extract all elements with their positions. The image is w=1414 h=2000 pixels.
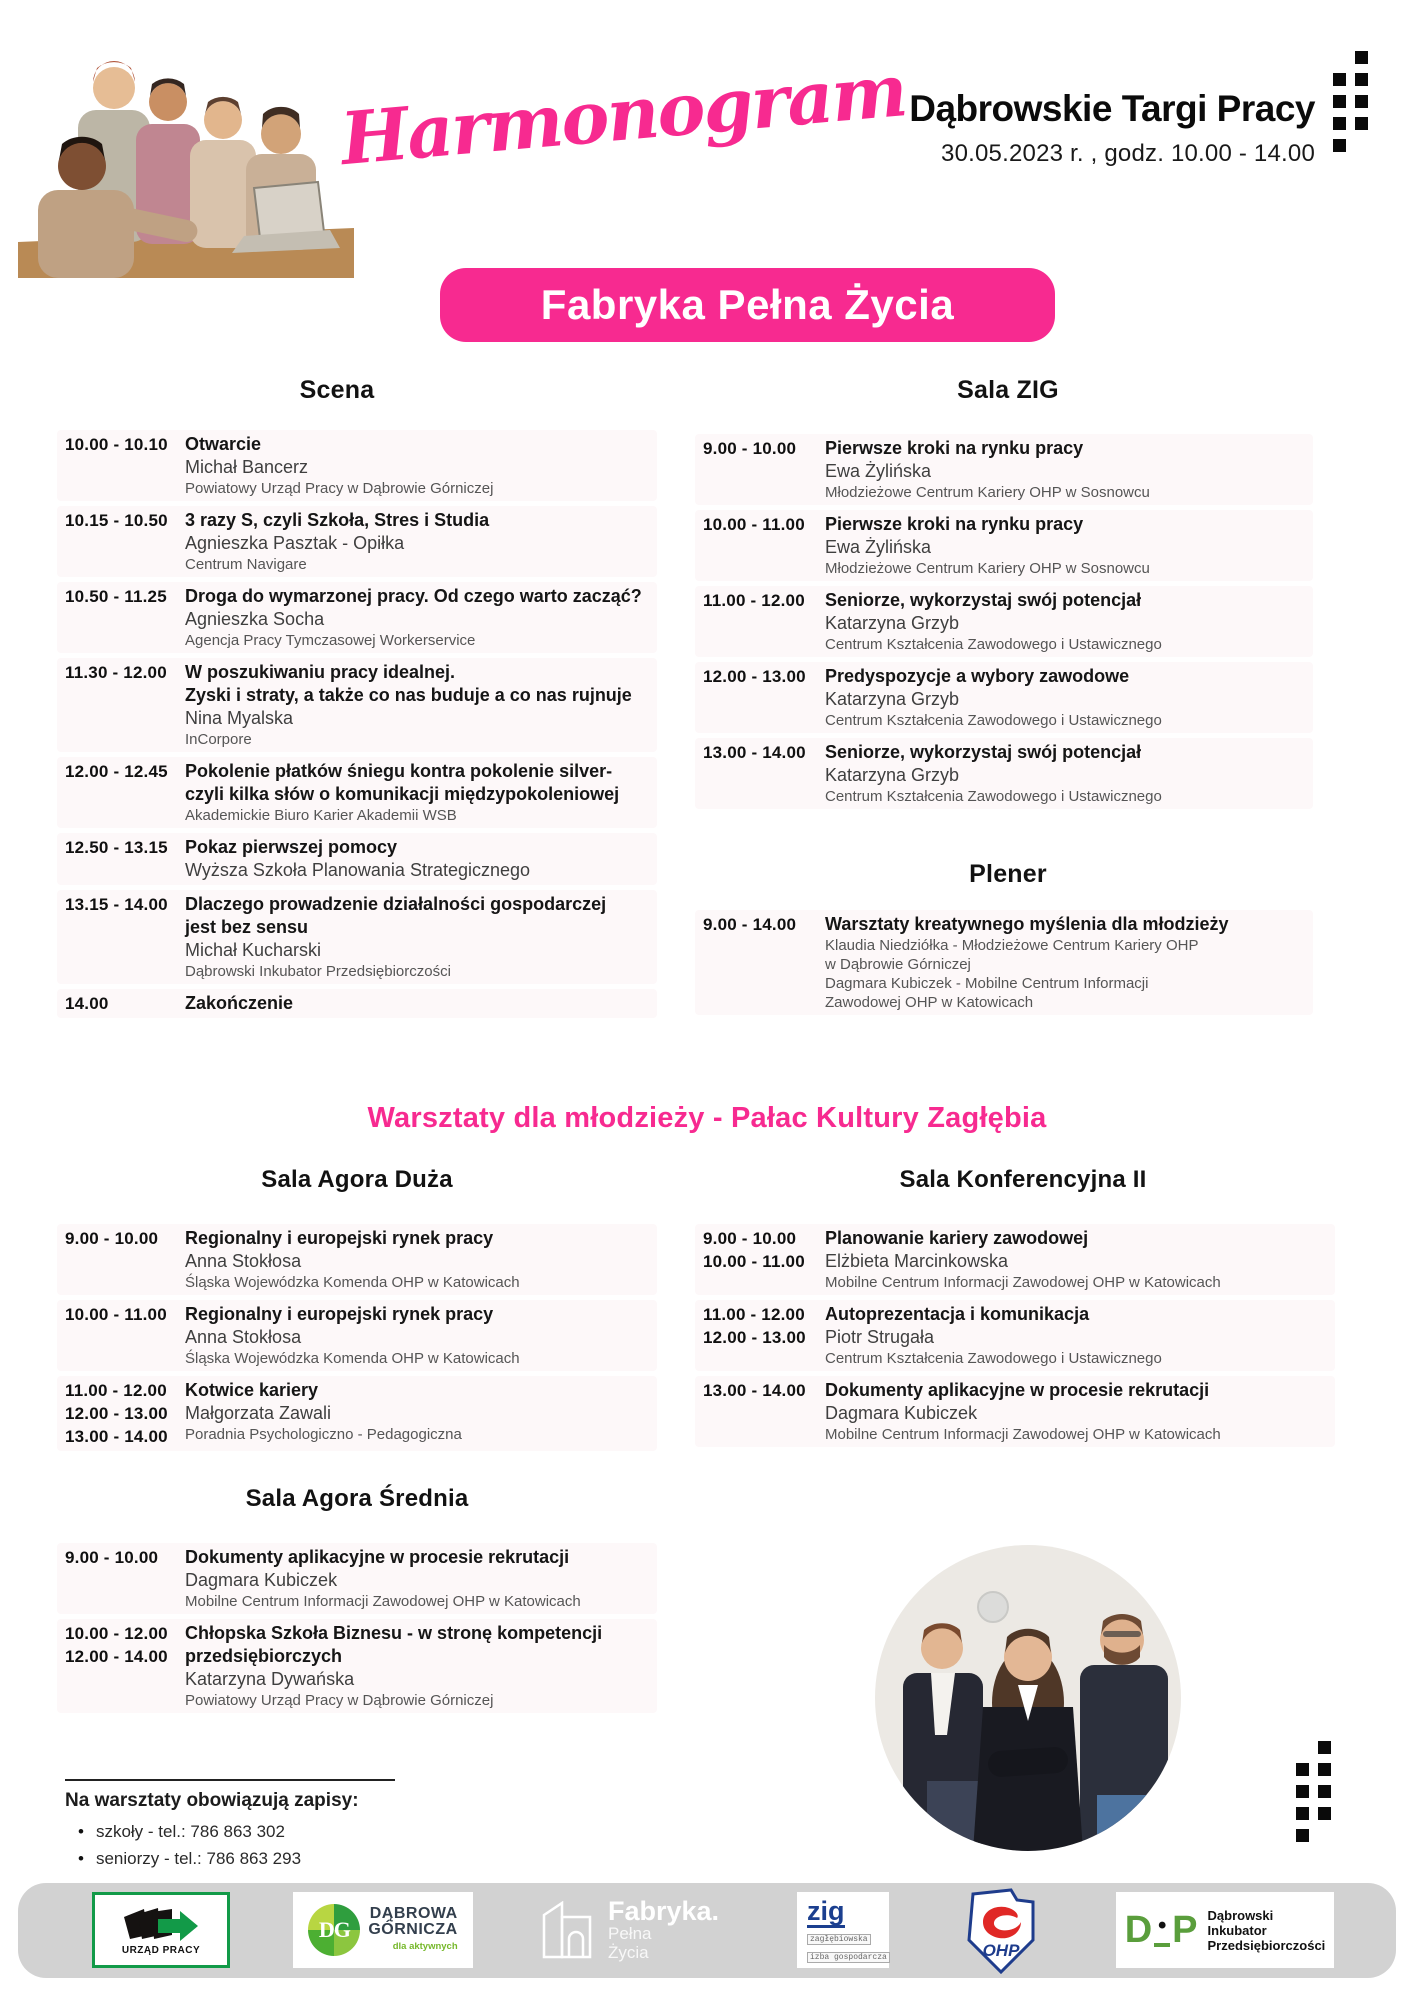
time-slot [703, 1379, 825, 1444]
speaker-name: Nina Myalska [185, 708, 294, 728]
section-title-scena: Scena [299, 376, 375, 404]
schedule-agora-duza [57, 1224, 657, 1456]
note-divider [65, 1779, 395, 1781]
time-slot [65, 585, 185, 650]
schedule-agora-srednia [57, 1543, 657, 1718]
dots-pattern-bottom-icon [1296, 1741, 1331, 1842]
speaker-name: Katarzyna Grzyb [825, 613, 960, 633]
business-team-illustration [875, 1545, 1181, 1851]
speaker-name: Ewa Żylińska [825, 537, 932, 557]
organization-name: Centrum Kształcenia Zawodowego i Ustawicznego [825, 636, 1162, 653]
time-text: 11.00 - 12.00 [703, 1305, 805, 1324]
fabryka-sub-line2: Życia [608, 1943, 649, 1962]
schedule-row [57, 890, 657, 984]
dip-letter-d: D [1124, 1909, 1153, 1951]
event-details [825, 741, 1305, 806]
event-title-line: Dokumenty aplikacyjne w procesie rekrutacji [825, 1380, 1210, 1400]
note-item-schools: • szkoły - tel.: 786 863 302 [78, 1818, 301, 1845]
speaker-name: Dagmara Kubiczek [185, 1570, 338, 1590]
organization-name: Centrum Kształcenia Zawodowego i Ustawicznego [825, 712, 1162, 729]
time-slot [703, 437, 825, 502]
organization-name: Mobilne Centrum Informacji Zawodowej OHP w Katowicach [825, 1426, 1221, 1443]
script-title: Harmonogram [337, 47, 909, 182]
dg-city-line1: DĄBROWA [369, 1904, 458, 1922]
time-slot [65, 992, 185, 1015]
event-header [803, 88, 1315, 168]
event-title-line: Planowanie kariery zawodowej [825, 1228, 1089, 1248]
time-slot [65, 893, 185, 981]
dip-line2: Inkubator [1207, 1922, 1267, 1938]
organization-name: Mobilne Centrum Informacji Zawodowej OHP w Katowicach [185, 1593, 581, 1610]
time-text: 10.00 - 11.00 [65, 1305, 167, 1324]
zig-wordmark: zig [807, 1896, 845, 1926]
dip-underscore [1154, 1943, 1170, 1947]
organization-name: Powiatowy Urząd Pracy w Dąbrowie Górniczej [185, 480, 494, 497]
organization-name: Młodzieżowe Centrum Kariery OHP w Sosnowcu [825, 560, 1150, 577]
note-list [78, 1818, 301, 1872]
event-details [185, 585, 649, 650]
organization-name: Dagmara Kubiczek - Mobilne Centrum Informacji [825, 975, 1149, 992]
schedule-row [57, 1619, 657, 1713]
time-text: 12.00 - 13.00 [703, 667, 806, 686]
event-details [825, 913, 1305, 1012]
time-text: 12.00 - 13.00 [703, 1328, 806, 1347]
dip-dot: • [1157, 1912, 1167, 1939]
schedule-row [695, 510, 1313, 581]
zig-logo [797, 1892, 889, 1968]
speaker-name: Wyższa Szkoła Planowania Strategicznego [185, 860, 531, 880]
dip-line3: Przedsiębiorczości [1207, 1937, 1326, 1953]
event-details [185, 1622, 649, 1710]
event-details [185, 760, 649, 825]
time-slot [65, 836, 185, 882]
time-slot [65, 433, 185, 498]
event-details [185, 661, 649, 749]
time-text: 10.00 - 12.00 [65, 1624, 168, 1643]
time-slot [703, 1227, 825, 1292]
organization-name: Powiatowy Urząd Pracy w Dąbrowie Górniczej [185, 1692, 494, 1709]
time-slot [703, 741, 825, 806]
schedule-row [695, 910, 1313, 1015]
schedule-row [57, 833, 657, 885]
time-slot [65, 1303, 185, 1368]
event-details [825, 665, 1305, 730]
dip-letter-p: P [1172, 1909, 1198, 1951]
event-details [825, 513, 1305, 578]
time-slot [703, 665, 825, 730]
speaker-name: Katarzyna Dywańska [185, 1669, 355, 1689]
schedule-row [57, 430, 657, 501]
organization-name: Poradnia Psychologiczno - Pedagogiczna [185, 1426, 462, 1443]
ohp-logo [963, 1888, 1039, 1974]
time-slot [703, 1303, 825, 1368]
event-title-line: Zyski i straty, a także co nas buduje a co nas rujnuje [185, 685, 632, 705]
organization-name: Młodzieżowe Centrum Kariery OHP w Sosnowcu [825, 484, 1150, 501]
time-text: 11.00 - 12.00 [65, 1381, 167, 1400]
ohp-shield-icon [963, 1888, 1039, 1974]
organization-name: Mobilne Centrum Informacji Zawodowej OHP w Katowicach [825, 1274, 1221, 1291]
event-details [825, 1303, 1327, 1368]
schedule-row [695, 586, 1313, 657]
dabrowa-gornicza-logo [293, 1892, 473, 1968]
time-text: 10.00 - 11.00 [703, 1252, 805, 1271]
dg-city-line2: GÓRNICZA [368, 1920, 458, 1938]
time-text: 9.00 - 10.00 [703, 1229, 797, 1248]
team-photo [18, 36, 354, 278]
dip-monogram [1125, 1911, 1198, 1949]
organization-name: Centrum Navigare [185, 556, 307, 573]
speaker-name: Agnieszka Pasztak - Opiłka [185, 533, 405, 553]
time-slot [65, 1227, 185, 1292]
organization-name: w Dąbrowie Górniczej [825, 956, 971, 973]
schedule-plener [695, 910, 1313, 1020]
time-text: 9.00 - 10.00 [65, 1229, 159, 1248]
schedule-row [695, 662, 1313, 733]
schedule-row [695, 738, 1313, 809]
speaker-name: Dagmara Kubiczek [825, 1403, 978, 1423]
urzad-pracy-label: URZĄD PRACY [121, 1944, 201, 1956]
schedule-row [695, 1300, 1335, 1371]
event-title-line: Warsztaty kreatywnego myślenia dla młodzieży [825, 914, 1229, 934]
organization-name: Centrum Kształcenia Zawodowego i Ustawicznego [825, 788, 1162, 805]
event-title-line: Chłopska Szkoła Biznesu - w stronę kompetencji [185, 1623, 603, 1643]
event-title-line: Zakończenie [185, 993, 294, 1013]
time-text: 14.00 [65, 994, 109, 1013]
schedule-row [695, 1376, 1335, 1447]
schedule-row [57, 1543, 657, 1614]
speaker-name: Małgorzata Zawali [185, 1403, 332, 1423]
time-slot [703, 513, 825, 578]
event-details [825, 1379, 1327, 1444]
section-title-konferencyjna: Sala Konferencyjna II [899, 1166, 1147, 1193]
schedule-row [57, 1376, 657, 1451]
event-title-line: Kotwice kariery [185, 1380, 319, 1400]
event-details [185, 836, 649, 882]
time-slot [65, 509, 185, 574]
event-details [185, 1546, 649, 1611]
dg-tagline: dla aktywnych [392, 1940, 458, 1952]
schedule-row [57, 506, 657, 577]
urzad-pracy-arrows-icon [122, 1905, 200, 1947]
schedule-sala-zig [695, 434, 1313, 814]
event-title-line: Dlaczego prowadzenie działalności gospodarczej [185, 894, 607, 914]
event-title: Dąbrowskie Targi Pracy [909, 88, 1315, 129]
section-title-plener: Plener [969, 860, 1047, 888]
workshops-section-title: Warsztaty dla młodzieży - Pałac Kultury Zagłębia [367, 1102, 1047, 1134]
speaker-name: Anna Stokłosa [185, 1327, 302, 1347]
schedule-row [57, 582, 657, 653]
venue-banner: Fabryka Pełna Życia [440, 268, 1055, 342]
time-text: 10.00 - 10.10 [65, 435, 168, 454]
section-title-sala-zig: Sala ZIG [957, 376, 1059, 404]
time-slot [65, 1379, 185, 1448]
event-details [185, 893, 649, 981]
event-datetime: 30.05.2023 r. , godz. 10.00 - 14.00 [941, 140, 1315, 167]
event-details [185, 1303, 649, 1368]
fabryka-building-icon [542, 1901, 594, 1959]
urzad-pracy-logo [92, 1892, 230, 1968]
event-details [185, 433, 649, 498]
event-title-line: Pokaz pierwszej pomocy [185, 837, 398, 857]
section-title-agora-srednia: Sala Agora Średnia [245, 1485, 469, 1512]
time-text: 13.00 - 14.00 [703, 1381, 806, 1400]
schedule-row [57, 757, 657, 828]
schedule-row [57, 1300, 657, 1371]
event-details [185, 509, 649, 574]
time-text: 12.00 - 14.00 [65, 1647, 168, 1666]
event-details [825, 437, 1305, 502]
event-title-line: Seniorze, wykorzystaj swój potencjał [825, 742, 1142, 762]
time-text: 11.30 - 12.00 [65, 663, 167, 682]
business-team-photo [875, 1545, 1181, 1851]
event-title-line: Regionalny i europejski rynek pracy [185, 1304, 494, 1324]
speaker-name: Katarzyna Grzyb [825, 765, 960, 785]
event-details [825, 1227, 1327, 1292]
organization-name: Agencja Pracy Tymczasowej Workerservice [185, 632, 476, 649]
event-details [185, 992, 649, 1015]
time-text: 12.00 - 12.45 [65, 762, 168, 781]
time-text: 13.00 - 14.00 [703, 743, 806, 762]
time-text: 12.50 - 13.15 [65, 838, 168, 857]
time-text: 9.00 - 10.00 [65, 1548, 159, 1567]
organization-name: Akademickie Biuro Karier Akademii WSB [185, 807, 457, 824]
time-slot [65, 661, 185, 749]
time-slot [65, 1622, 185, 1710]
organization-name: Klaudia Niedziółka - Młodzieżowe Centrum Kariery OHP [825, 937, 1199, 954]
event-title-line: przedsiębiorczych [185, 1646, 343, 1666]
team-photo-illustration [18, 36, 354, 278]
time-slot [703, 913, 825, 1012]
time-text: 11.00 - 12.00 [703, 591, 805, 610]
event-title-line: 3 razy S, czyli Szkoła, Stres i Studia [185, 510, 490, 530]
organization-name: Dąbrowski Inkubator Przedsiębiorczości [185, 963, 451, 980]
time-text: 13.15 - 14.00 [65, 895, 168, 914]
schedule-row [57, 658, 657, 752]
event-title-line: Seniorze, wykorzystaj swój potencjał [825, 590, 1142, 610]
time-text: 13.00 - 14.00 [65, 1427, 168, 1446]
organization-name: Śląska Wojewódzka Komenda OHP w Katowicach [185, 1350, 520, 1367]
event-title-line: Regionalny i europejski rynek pracy [185, 1228, 494, 1248]
speaker-name: Anna Stokłosa [185, 1251, 302, 1271]
note-heading: Na warsztaty obowiązują zapisy: [65, 1790, 359, 1811]
zig-line2: izba gospodarcza [807, 1952, 890, 1963]
zig-line1: zagłębiowska [807, 1934, 871, 1945]
svg-text:OHP: OHP [982, 1941, 1020, 1960]
time-text: 12.00 - 13.00 [65, 1404, 168, 1423]
event-title-line: jest bez sensu [185, 917, 309, 937]
event-details [825, 589, 1305, 654]
event-title-line: Dokumenty aplikacyjne w procesie rekrutacji [185, 1547, 570, 1567]
event-title-line: Predyspozycje a wybory zawodowe [825, 666, 1130, 686]
organization-name: Centrum Kształcenia Zawodowego i Ustawicznego [825, 1350, 1162, 1367]
event-title-line: Autoprezentacja i komunikacja [825, 1304, 1090, 1324]
fabryka-wordmark: Fabryka. [608, 1896, 720, 1926]
time-text: 9.00 - 14.00 [703, 915, 797, 934]
schedule-row [695, 434, 1313, 505]
speaker-name: Elżbieta Marcinkowska [825, 1251, 1009, 1271]
note-item-seniors: • seniorzy - tel.: 786 863 293 [78, 1845, 301, 1872]
fabryka-pelna-zycia-logo [542, 1892, 772, 1968]
dots-pattern-top-icon [1333, 51, 1368, 152]
schedule-row [57, 1224, 657, 1295]
schedule-row [57, 989, 657, 1018]
footer-logo-band [18, 1883, 1396, 1978]
organization-name: Śląska Wojewódzka Komenda OHP w Katowicach [185, 1274, 520, 1291]
event-title-line: Pierwsze kroki na rynku pracy [825, 514, 1084, 534]
event-details [185, 1379, 649, 1448]
dip-line1: Dąbrowski [1207, 1907, 1274, 1923]
event-title-line: W poszukiwaniu pracy idealnej. [185, 662, 456, 682]
event-title-line: Droga do wymarzonej pracy. Od czego warto zacząć? [185, 586, 642, 606]
section-title-agora-duza: Sala Agora Duża [261, 1166, 453, 1193]
event-title-line: Pierwsze kroki na rynku pracy [825, 438, 1084, 458]
speaker-name: Piotr Strugała [825, 1327, 935, 1347]
fabryka-sub-line1: Pełna [608, 1924, 652, 1943]
time-slot [65, 1546, 185, 1611]
speaker-name: Michał Kucharski [185, 940, 322, 960]
time-text: 10.50 - 11.25 [65, 587, 167, 606]
organization-name: Zawodowej OHP w Katowicach [825, 994, 1034, 1011]
dabrowski-inkubator-logo [1116, 1892, 1334, 1968]
schedule-konferencyjna [695, 1224, 1335, 1452]
time-slot [65, 760, 185, 825]
time-slot [703, 589, 825, 654]
speaker-name: Ewa Żylińska [825, 461, 932, 481]
speaker-name: Agnieszka Socha [185, 609, 325, 629]
speaker-name: Michał Bancerz [185, 457, 309, 477]
time-text: 10.00 - 11.00 [703, 515, 805, 534]
organization-name: InCorpore [185, 731, 252, 748]
speaker-name: Katarzyna Grzyb [825, 689, 960, 709]
schedule-scena [57, 430, 657, 1023]
event-title-line: Otwarcie [185, 434, 262, 454]
event-details [185, 1227, 649, 1292]
time-text: 10.15 - 10.50 [65, 511, 168, 530]
dg-monogram-icon: DG [308, 1904, 360, 1956]
schedule-row [695, 1224, 1335, 1295]
event-title-line: Pokolenie płatków śniegu kontra pokolenie silver- [185, 761, 613, 781]
event-title-line: czyli kilka słów o komunikacji międzypokoleniowej [185, 784, 620, 804]
time-text: 9.00 - 10.00 [703, 439, 797, 458]
